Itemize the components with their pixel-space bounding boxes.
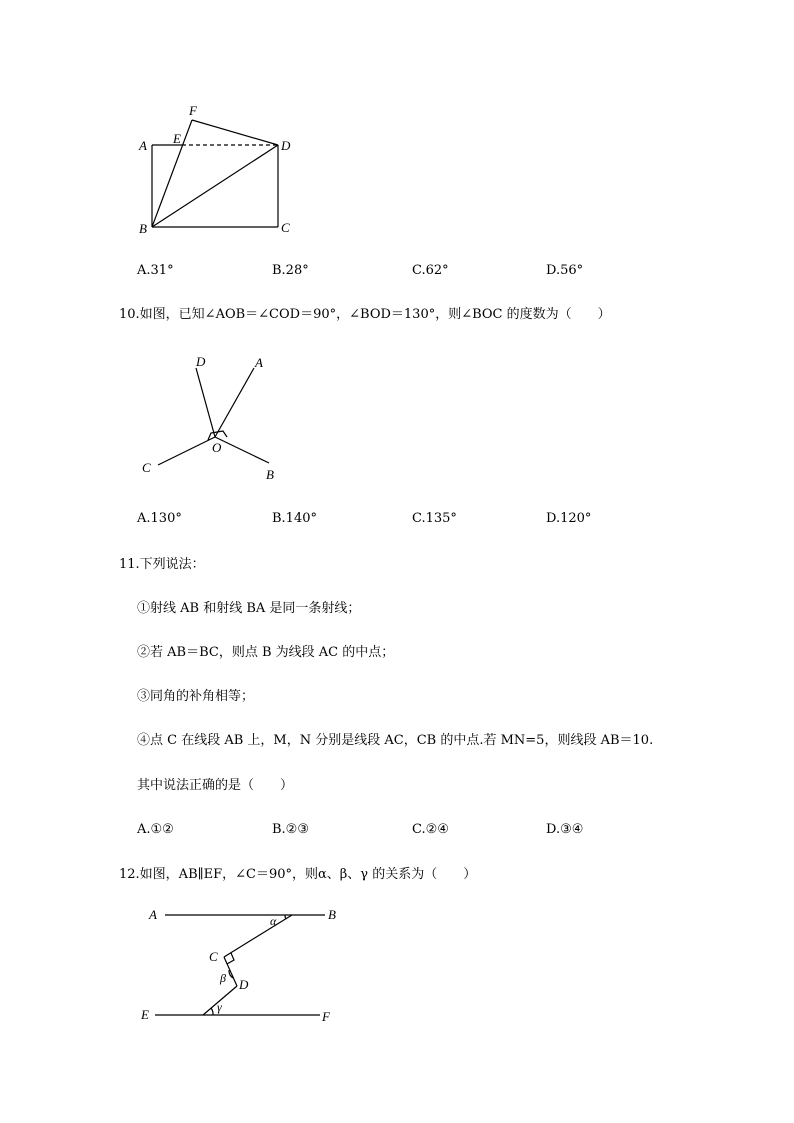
q9-option-c[interactable]: C.62°	[412, 263, 449, 278]
q11-option-b[interactable]: B.②③	[272, 822, 309, 837]
q9-option-a[interactable]: A.31°	[137, 263, 174, 278]
label-beta: β	[220, 971, 226, 985]
label-a: A	[139, 138, 147, 153]
label-gamma: γ	[217, 1000, 222, 1014]
right-angle-mark-aob	[217, 431, 227, 437]
q11-question: 其中说法正确的是（ ）	[137, 778, 294, 793]
label-e: E	[173, 131, 181, 146]
segment-bc	[224, 915, 292, 957]
label-c: C	[281, 220, 290, 235]
label-a: A	[149, 907, 157, 922]
label-c: C	[209, 949, 218, 964]
label-b: B	[266, 467, 274, 482]
q11-statement-4: ④点 C 在线段 AB 上，M，N 分别是线段 AC，CB 的中点.若 MN=5，则线段 AB＝10.	[137, 733, 654, 748]
label-c: C	[142, 460, 151, 475]
label-alpha: α	[270, 914, 277, 928]
label-b: B	[328, 907, 336, 922]
q10-option-d[interactable]: D.120°	[546, 511, 592, 526]
q10-stem: 10.如图，已知∠AOB＝∠COD＝90°，∠BOD＝130°，则∠BOC 的度数为（ ）	[119, 307, 611, 322]
q11-statement-3: ③同角的补角相等；	[137, 689, 255, 704]
q11-option-d[interactable]: D.③④	[546, 822, 584, 837]
q11-statement-1: ①射线 AB 和射线 BA 是同一条射线；	[137, 601, 361, 616]
q11-option-c[interactable]: C.②④	[412, 822, 449, 837]
q10-option-a[interactable]: A.130°	[137, 511, 182, 526]
label-o: O	[212, 440, 222, 455]
q9-option-d[interactable]: D.56°	[546, 263, 584, 278]
ray-oc	[158, 437, 215, 465]
q10-option-c[interactable]: C.135°	[412, 511, 457, 526]
label-f: F	[322, 1009, 330, 1024]
diagonal-bd	[152, 145, 278, 227]
label-d: D	[196, 354, 206, 369]
label-e: E	[141, 1007, 149, 1022]
segment-fd	[192, 120, 278, 145]
ray-ob	[215, 437, 269, 463]
q11-stem: 11.下列说法：	[119, 557, 205, 572]
ray-od	[196, 368, 215, 437]
q12-stem: 12.如图，AB∥EF，∠C＝90°，则α、β、γ 的关系为（ ）	[119, 867, 477, 882]
label-f: F	[189, 103, 197, 118]
q11-option-a[interactable]: A.①②	[137, 822, 174, 837]
q10-option-b[interactable]: B.140°	[272, 511, 317, 526]
label-b: B	[139, 221, 147, 236]
q9-option-b[interactable]: B.28°	[272, 263, 309, 278]
ray-oa	[215, 368, 254, 437]
label-a: A	[255, 355, 263, 370]
label-d: D	[239, 977, 249, 992]
arc-gamma	[211, 1008, 213, 1015]
segment-bf	[152, 120, 192, 227]
q11-statement-2: ②若 AB＝BC，则点 B 为线段 AC 的中点；	[137, 645, 395, 660]
label-d: D	[281, 138, 291, 153]
figure-parallel-lines	[155, 915, 325, 1015]
